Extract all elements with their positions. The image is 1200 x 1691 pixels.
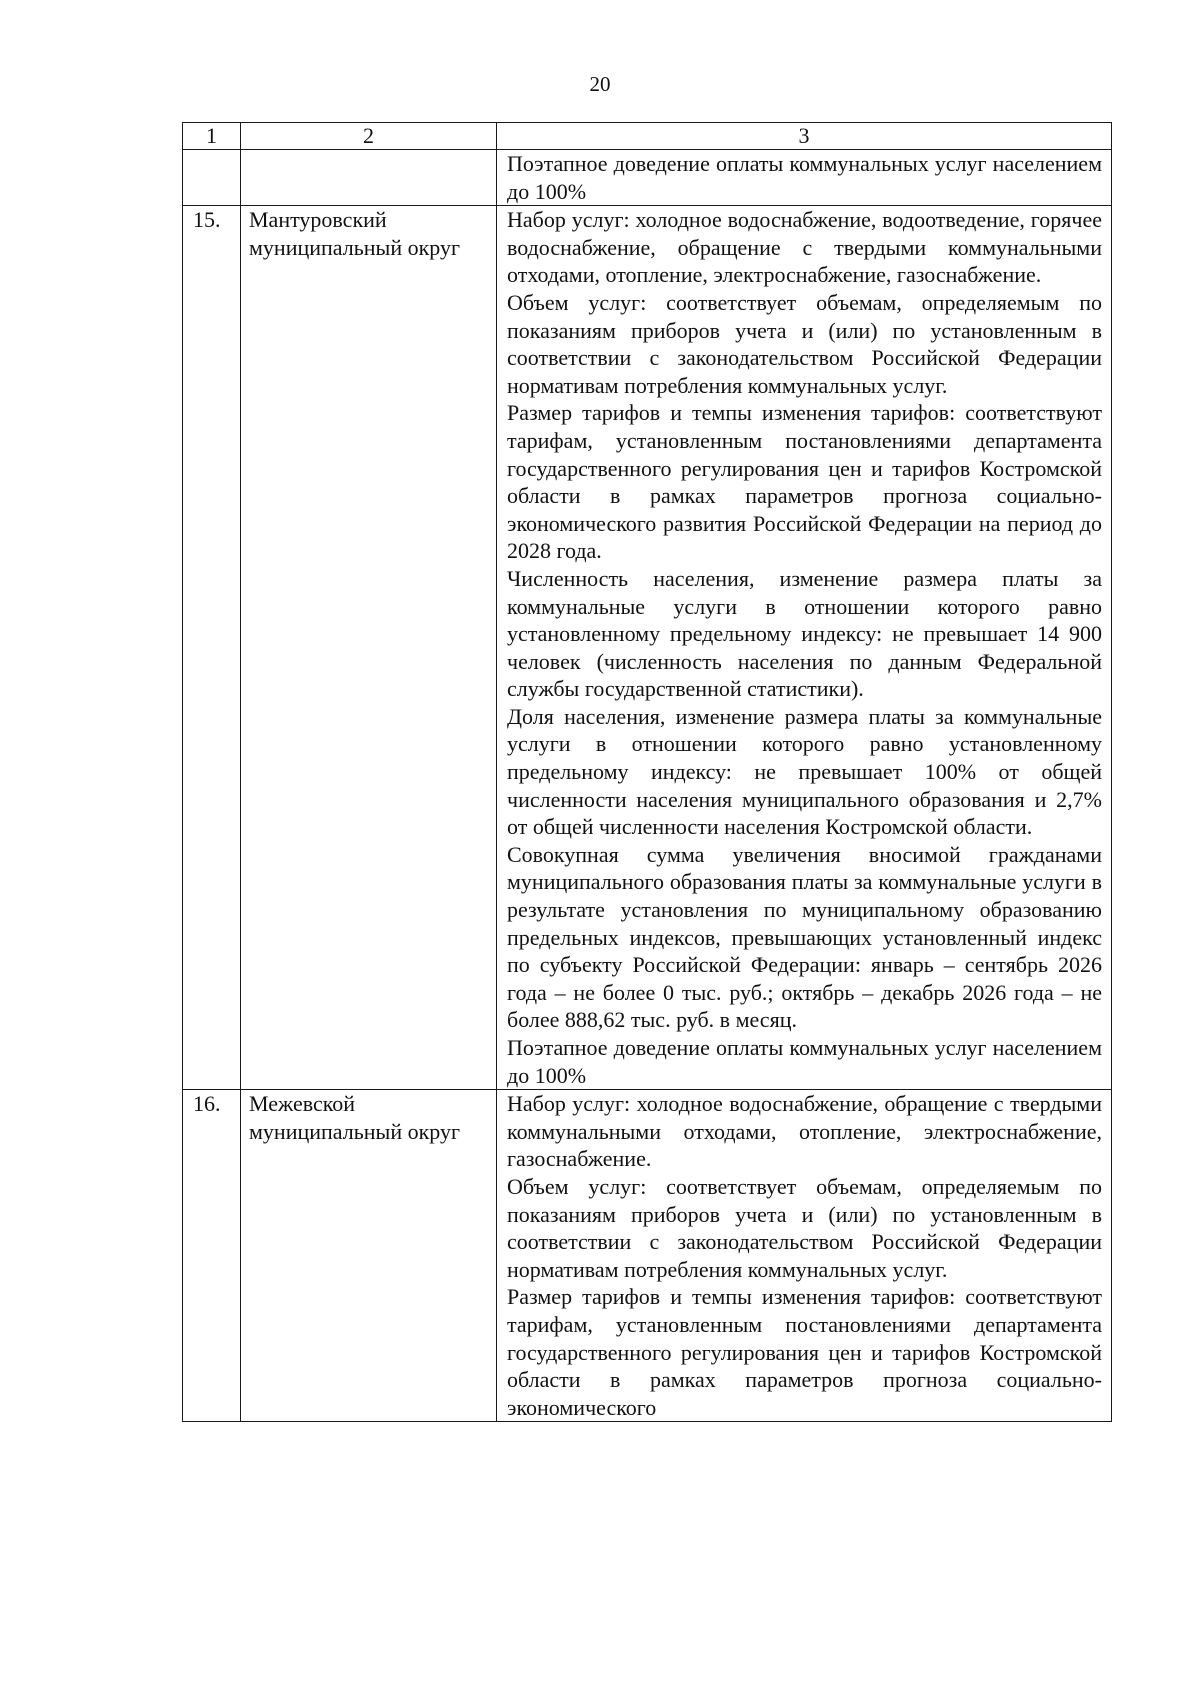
description-cell <box>497 206 1112 1090</box>
description-paragraph: Поэтапное доведение оплаты коммунальных услуг населением до 100% <box>507 1035 1102 1088</box>
description-paragraph: Численность населения, изменение размера платы за коммунальные услуги в отношении которого равно установленному предельному индексу: не превышает 14 900 человек (численность населения по данным Федеральной службы государственной статистики). <box>507 565 1102 702</box>
description-cell <box>497 1090 1112 1422</box>
row-number-cell: 15. <box>183 206 241 1090</box>
description-paragraph: Объем услуг: соответствует объемам, определяемым по показаниям приборов учета и (или) по установленным в соответствии с законодательством Российской Федерации нормативам потребления коммунальных услуг. <box>507 1173 1102 1282</box>
services-table <box>182 122 1112 1422</box>
row-number-cell: 16. <box>183 1090 241 1422</box>
description-paragraph: Поэтапное доведение оплаты коммунальных услуг населением до 100% <box>507 151 1102 204</box>
table-row <box>183 1090 1112 1422</box>
municipality-cell: Межевской муниципальный округ <box>241 1090 497 1422</box>
municipality-cell: Мантуровский муниципальный округ <box>241 206 497 1090</box>
continuation-row <box>183 150 1112 206</box>
description-paragraph: Размер тарифов и темпы изменения тарифов: соответствуют тарифам, установленным постановлениями департамента государственного регулирования цен и тарифов Костромской области в рамках параметров прогноза социально-экономического развития Российской Федерации на период до 2028 года. <box>507 400 1102 564</box>
column-header-1: 1 <box>183 123 241 150</box>
row-number-cell <box>183 150 241 206</box>
table-row <box>183 206 1112 1090</box>
page-number: 20 <box>589 72 611 96</box>
column-header-row <box>183 123 1112 150</box>
description-paragraph: Набор услуг: холодное водоснабжение, водоотведение, горячее водоснабжение, обращение с твердыми коммунальными отходами, отопление, электроснабжение, газоснабжение. <box>507 207 1102 288</box>
description-cell <box>497 150 1112 206</box>
column-header-3: 3 <box>497 123 1112 150</box>
description-paragraph: Объем услуг: соответствует объемам, определяемым по показаниям приборов учета и (или) по установленным в соответствии с законодательством Российской Федерации нормативам потребления коммунальных услуг. <box>507 289 1102 398</box>
description-paragraph: Набор услуг: холодное водоснабжение, обращение с твердыми коммунальными отходами, отопление, электроснабжение, газоснабжение. <box>507 1091 1102 1172</box>
municipality-cell <box>241 150 497 206</box>
description-paragraph: Совокупная сумма увеличения вносимой гражданами муниципального образования платы за коммунальные услуги в результате установления по муниципальному образованию предельных индексов, превышающих установленный индекс по субъекту Российской Федерации: январь – сентябрь 2026 года – не более 0 тыс. руб.; октябрь – декабрь 2026 года – не более 888,62 тыс. руб. в месяц. <box>507 841 1102 1033</box>
column-header-2: 2 <box>241 123 497 150</box>
description-paragraph: Доля населения, изменение размера платы за коммунальные услуги в отношении которого равно установленному предельному индексу: не превышает 100% от общей численности населения муниципального образования и 2,7% от общей численности населения Костромской области. <box>507 703 1102 840</box>
description-paragraph: Размер тарифов и темпы изменения тарифов: соответствуют тарифам, установленным постановлениями департамента государственного регулирования цен и тарифов Костромской области в рамках параметров прогноза социально-экономического <box>507 1284 1102 1420</box>
